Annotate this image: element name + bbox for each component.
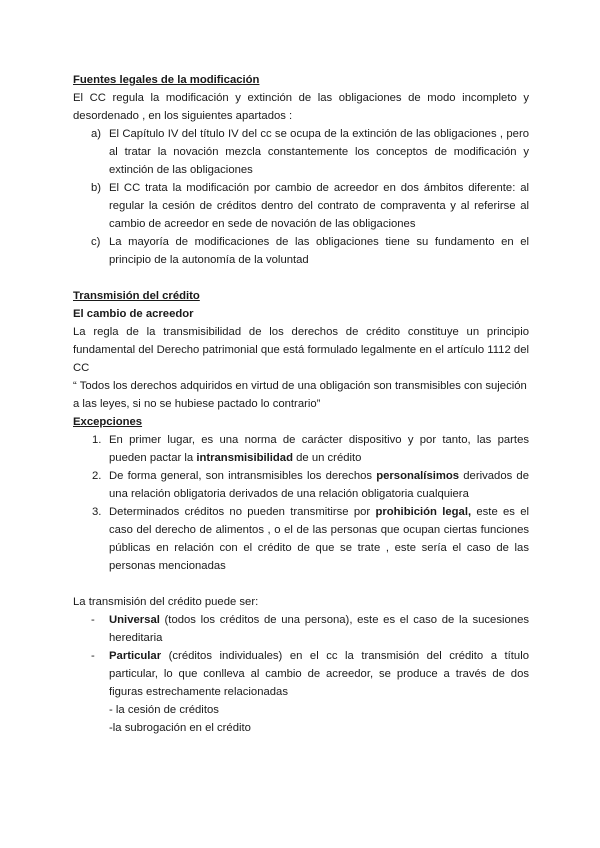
list-item-text: En primer lugar, es una norma de carácter dispositivo y por tanto, las partes pueden pactar la bbox=[109, 434, 529, 464]
list-item-text: El Capítulo IV del título IV del cc se ocupa de la extinción de las obligaciones , pero al tratar la novación mezcla constantemente los conceptos de modificación y extinción de las obligaciones bbox=[109, 128, 529, 176]
dash-list bbox=[73, 611, 529, 737]
list-marker: - bbox=[91, 650, 95, 662]
list-item-text: de un crédito bbox=[292, 452, 362, 464]
sub-item-subrogacion: -la subrogación en el crédito bbox=[109, 722, 251, 734]
document-content bbox=[73, 71, 529, 737]
list-item-text: De forma general, son intransmisibles los derechos bbox=[109, 470, 377, 482]
rule-paragraph: La regla de la transmisibilidad de los derechos de crédito constituye un principio fundamental del Derecho patrimonial que está formulado legalmente en el artículo 1112 del CC bbox=[73, 326, 529, 374]
list-item-text: La mayoría de modificaciones de las obligaciones tiene su fundamento en el principio de la autonomía de la voluntad bbox=[109, 236, 529, 266]
list-item bbox=[73, 179, 529, 233]
exceptions-title: Excepciones bbox=[73, 416, 143, 428]
list-marker: 1. bbox=[92, 434, 102, 446]
spacer bbox=[73, 269, 529, 287]
list-item-text: (todos los créditos de una persona), este es el caso de la sucesiones hereditaria bbox=[109, 614, 529, 644]
list-item bbox=[73, 611, 529, 647]
list-marker: 2. bbox=[92, 470, 102, 482]
bold-term: Particular bbox=[109, 650, 162, 662]
section-intro-paragraph: El CC regula la modificación y extinción de las obligaciones de modo incompleto y desordenado , en los siguientes apartados : bbox=[73, 92, 529, 122]
list-item bbox=[73, 431, 529, 467]
list-item-text: Determinados créditos no pueden transmitirse por bbox=[109, 506, 376, 518]
list-item bbox=[73, 503, 529, 575]
subsection-title: El cambio de acreedor bbox=[73, 308, 194, 320]
article-quote: “ Todos los derechos adquiridos en virtud de una obligación son transmisibles con sujeción a las leyes, si no se hubiese pactado lo contrario” bbox=[73, 380, 527, 410]
bold-term: prohibición legal, bbox=[375, 506, 472, 518]
list-item bbox=[73, 125, 529, 179]
section-title-fuentes: Fuentes legales de la modificación bbox=[73, 74, 260, 86]
bold-term: Universal bbox=[109, 614, 160, 626]
list-marker: 3. bbox=[92, 506, 102, 518]
bold-term: intransmisibilidad bbox=[196, 452, 293, 464]
list-marker: b) bbox=[91, 182, 102, 194]
list-item-text: (créditos individuales) en el cc la transmisión del crédito a título particular, lo que conlleva al cambio de acreedor, se produce a través de dos figuras estrechamente relacionadas bbox=[109, 650, 529, 698]
list-item-text: El CC trata la modificación por cambio de acreedor en dos ámbitos diferente: al regular la cesión de créditos dentro del contrato de compraventa y al referirse al cambio de acreedor en sede de novación de las obligaciones bbox=[109, 182, 529, 230]
exceptions-list bbox=[73, 431, 529, 575]
list-item-text: este es el caso del derecho de alimentos , o el de las personas que ocupan ciertas funciones públicas en relación con el crédito de que se trate , este sería el caso de las personas mencionadas bbox=[109, 506, 529, 572]
list-item bbox=[73, 233, 529, 269]
bold-term: personalísimos bbox=[376, 470, 460, 482]
list-marker: c) bbox=[91, 236, 101, 248]
sub-item-cesion: - la cesión de créditos bbox=[109, 704, 219, 716]
list-item bbox=[73, 647, 529, 737]
list-item-text: derivados de una relación obligatoria derivados de una relación obligatoria cualquiera bbox=[109, 470, 529, 500]
lettered-list bbox=[73, 125, 529, 269]
transmission-intro: La transmisión del crédito puede ser: bbox=[73, 596, 259, 608]
list-item bbox=[73, 467, 529, 503]
section-title-transmision: Transmisión del crédito bbox=[73, 290, 200, 302]
spacer bbox=[73, 575, 529, 593]
list-marker: - bbox=[91, 614, 95, 626]
list-marker: a) bbox=[91, 128, 102, 140]
